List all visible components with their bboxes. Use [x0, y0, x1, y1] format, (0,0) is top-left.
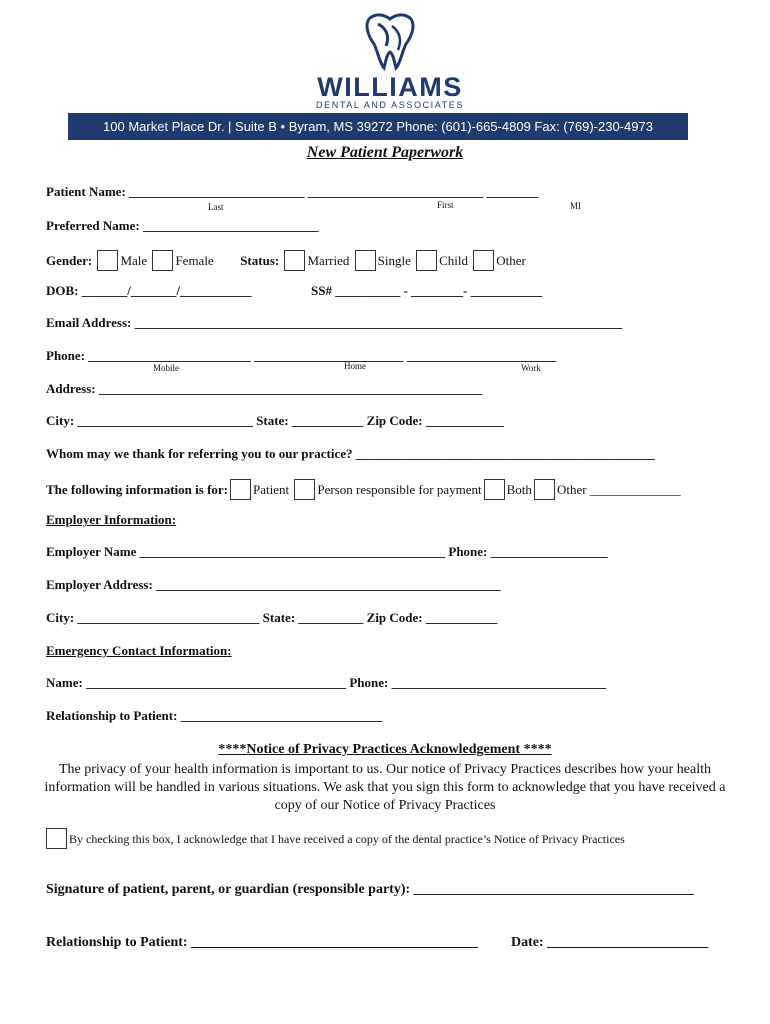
child-checkbox[interactable]	[416, 250, 437, 271]
tooth-icon	[360, 10, 420, 72]
signature-field[interactable]: Signature of patient, parent, or guardian (responsible party): ________________________________________	[46, 882, 694, 897]
status-label: Status	[240, 253, 275, 268]
emergency-heading: Emergency Contact Information:	[46, 643, 232, 658]
married-checkbox[interactable]	[284, 250, 305, 271]
referral-field[interactable]: Whom may we thank for referring you to our practice? ______________________________________________	[46, 446, 655, 461]
male-checkbox[interactable]	[97, 250, 118, 271]
both-label: Both	[506, 482, 532, 497]
other-info-field[interactable]: Other ______________	[556, 482, 681, 497]
privacy-title: ****Notice of Privacy Practices Acknowledgement ****	[218, 742, 552, 757]
signature-relationship-field[interactable]: Relationship to Patient: _________________________________________	[46, 935, 479, 950]
preferred-name-field[interactable]: Preferred Name: ___________________________	[46, 218, 319, 233]
brand-name: WILLIAMS	[317, 72, 463, 102]
patient-name-fields[interactable]: ___________________________ ___________________________ ________	[129, 184, 539, 199]
email-field[interactable]: Email Address: ___________________________________________________________________________	[46, 315, 623, 330]
other-status-checkbox[interactable]	[473, 250, 494, 271]
female-label: Female	[175, 253, 214, 268]
privacy-body: The privacy of your health information is important to us. Our notice of Privacy Practices describes how your health information will be handled in various situations. We ask that you sign this form to acknowledge that you have received a copy of our Notice of Privacy Practices	[44, 762, 726, 813]
city-state-zip-field[interactable]: City: ___________________________ State: ___________ Zip Code: ____________	[46, 413, 504, 428]
emergency-name-phone-field[interactable]: Name: ________________________________________ Phone: _________________________________	[46, 675, 607, 690]
acknowledgement-text: By checking this box, I acknowledge that I have received a copy of the dental practice’s Notice of Privacy Practices	[69, 832, 625, 846]
child-label: Child	[439, 253, 468, 268]
married-label: Married	[307, 253, 350, 268]
phone-fields[interactable]: Phone: _________________________ _______________________ _______________________	[46, 348, 557, 363]
date-field[interactable]: Date: _______________________	[511, 935, 709, 950]
employer-name-phone-field[interactable]: Employer Name _______________________________________________ Phone: __________________	[46, 544, 608, 559]
work-caption: Work	[521, 363, 541, 373]
mobile-caption: Mobile	[153, 363, 179, 373]
patient-checkbox[interactable]	[230, 479, 251, 500]
first-caption: First	[437, 200, 454, 210]
home-caption: Home	[344, 361, 366, 371]
responsible-checkbox[interactable]	[294, 479, 315, 500]
info-for-label: The following information is for:	[46, 482, 228, 497]
acknowledgement-row	[44, 828, 625, 849]
female-checkbox[interactable]	[152, 250, 173, 271]
last-caption: Last	[208, 202, 224, 212]
ssn-field[interactable]: SS# __________ - ________- ___________	[311, 283, 543, 298]
brand-subtitle: DENTAL AND ASSOCIATES	[316, 100, 464, 110]
patient-name-row[interactable]: Patient Name: ___________________________ ___________________________ ________	[46, 184, 539, 199]
emergency-relationship-field[interactable]: Relationship to Patient: _______________________________	[46, 708, 383, 723]
info-for-row	[46, 479, 681, 500]
single-checkbox[interactable]	[355, 250, 376, 271]
other-status-label: Other	[496, 253, 526, 268]
form-title: New Patient Paperwork	[306, 144, 464, 161]
responsible-label: Person responsible for payment	[317, 482, 482, 497]
gender-status-row: Gender: Male Female Status: Married Single Child Other	[46, 250, 526, 271]
contact-bar: 100 Market Place Dr. | Suite B • Byram, MS 39272 Phone: (601)-665-4809 Fax: (769)-230-4973	[68, 113, 688, 140]
acknowledgement-checkbox[interactable]	[46, 828, 67, 849]
other-info-checkbox[interactable]	[534, 479, 555, 500]
employer-address-field[interactable]: Employer Address: _____________________________________________________	[46, 577, 501, 592]
male-label: Male	[120, 253, 148, 268]
gender-label: Gender:	[46, 253, 93, 268]
address-field[interactable]: Address: ___________________________________________________________	[46, 381, 483, 396]
patient-label: Patient	[253, 482, 290, 497]
dob-field[interactable]: DOB: _______/_______/___________	[46, 283, 252, 298]
practice-logo	[310, 10, 470, 110]
employer-city-state-zip-field[interactable]: City: ____________________________ State: __________ Zip Code: ___________	[46, 610, 498, 625]
mi-caption: MI	[570, 201, 581, 211]
both-checkbox[interactable]	[484, 479, 505, 500]
employer-heading: Employer Information:	[46, 512, 177, 527]
patient-name-label: Patient Name	[46, 184, 122, 199]
single-label: Single	[377, 253, 411, 268]
